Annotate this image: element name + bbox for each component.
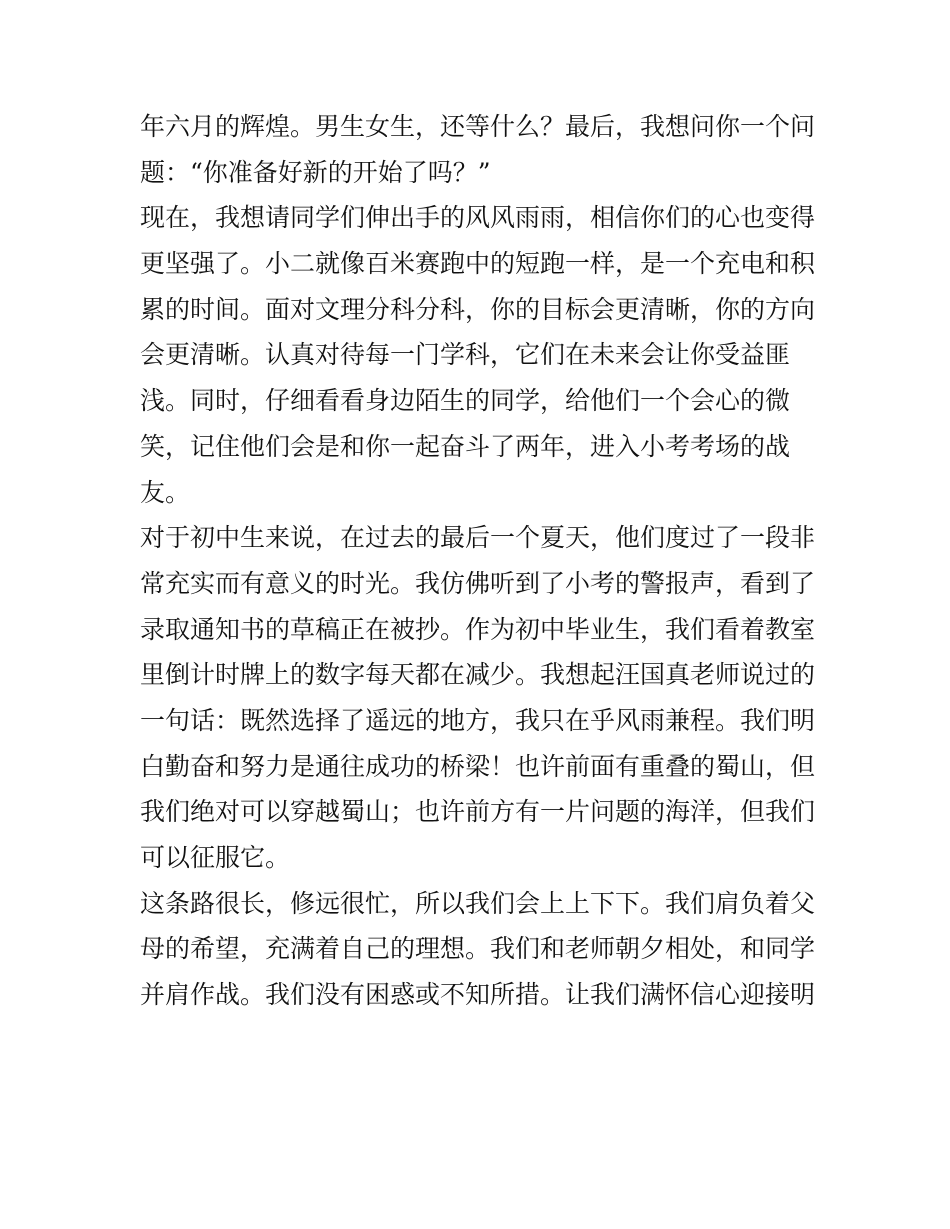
text-line: 里倒计时牌上的数字每天都在减少。我想起汪国真老师说过的 xyxy=(140,660,816,690)
text-line: 友。 xyxy=(140,477,191,507)
text-line: 现在，我想请同学们伸出手的风风雨雨，相信你们的心也变得 xyxy=(140,203,816,233)
text-line: 一句话：既然选择了遥远的地方，我只在乎风雨兼程。我们明 xyxy=(140,705,816,735)
text-line: 我们绝对可以穿越蜀山；也许前方有一片问题的海洋，但我们 xyxy=(140,797,816,827)
text-line: 录取通知书的草稿正在被抄。作为初中毕业生，我们看着教室 xyxy=(140,614,816,644)
text-line: 对于初中生来说，在过去的最后一个夏天，他们度过了一段非 xyxy=(140,523,816,553)
text-line: 这条路很长，修远很忙，所以我们会上上下下。我们肩负着父 xyxy=(140,888,816,918)
text-line: 母的希望，充满着自己的理想。我们和老师朝夕相处，和同学 xyxy=(140,934,816,964)
text-line: 浅。同时，仔细看看身边陌生的同学，给他们一个会心的微 xyxy=(140,386,791,416)
text-line: 更坚强了。小二就像百米赛跑中的短跑一样，是一个充电和积 xyxy=(140,249,816,279)
text-line: 笑，记住他们会是和你一起奋斗了两年，进入小考考场的战 xyxy=(140,431,791,461)
text-line: 会更清晰。认真对待每一门学科，它们在未来会让你受益匪 xyxy=(140,340,791,370)
text-line: 题：“你准备好新的开始了吗？” xyxy=(140,157,491,187)
text-line: 可以征服它。 xyxy=(140,843,291,872)
body-text xyxy=(140,104,820,1018)
text-line: 白勤奋和努力是通往成功的桥梁！也许前面有重叠的蜀山，但 xyxy=(140,751,816,781)
text-line: 并肩作战。我们没有困惑或不知所措。让我们满怀信心迎接明 xyxy=(140,980,816,1010)
text-line: 年六月的辉煌。男生女生，还等什么？最后，我想问你一个问 xyxy=(140,112,816,141)
text-line: 累的时间。面对文理分科分科，你的目标会更清晰，你的方向 xyxy=(140,294,816,324)
text-line: 常充实而有意义的时光。我仿佛听到了小考的警报声，看到了 xyxy=(140,568,816,598)
